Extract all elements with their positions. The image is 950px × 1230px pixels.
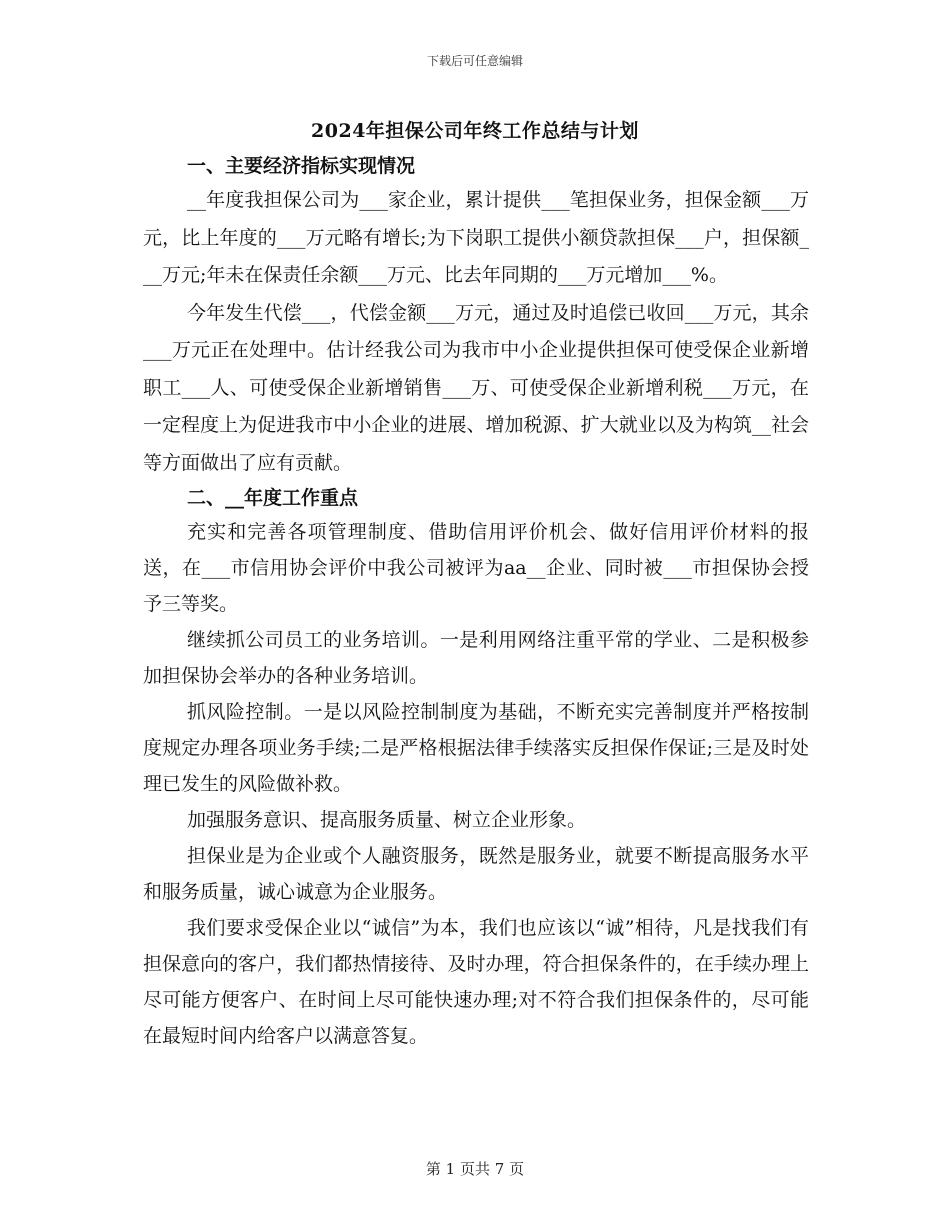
paragraph: 加强服务意识、提高服务质量、树立企业形象。 [187,809,587,831]
paragraph: 今年发生代偿___，代偿金额___万元，通过及时追偿已收回___万元，其余___万元正在处理中。估计经我公司为我市中小企业提供担保可使受保企业新增职工___人、可使受保企业新增销售___万、可使受保企业新增利税___万元，在一定程度上为促进我市中小企业的进展、增加税源、扩大就业以及为构筑__社会等方面做出了应有贡献。 [143,301,809,474]
paragraph: 担保业是为企业或个人融资服务，既然是服务业，就要不断提高服务水平和服务质量，诚心诚意为企业服务。 [143,845,809,903]
document-title: 2024年担保公司年终工作总结与计划 [311,120,639,142]
section-heading-1: 一、主要经济指标实现情况 [187,155,416,177]
paragraph: 我们要求受保企业以“诚信”为本，我们也应该以“诚”相待，凡是找我们有担保意向的客户，我们都热情接待、及时办理，符合担保条件的，在手续办理上尽可能方便客户、在时间上尽可能快速办理;对不符合我们担保条件的，尽可能在最短时间内给客户以满意答复。 [143,917,809,1047]
section-heading-2: 二、__年度工作重点 [187,487,359,509]
page-number-footer: 第 1 页共 7 页 [425,1160,525,1178]
paragraph: 充实和完善各项管理制度、借助信用评价机会、做好信用评价材料的报送，在___市信用协会评价中我公司被评为aa__企业、同时被___市担保协会授予三等奖。 [143,521,809,615]
paragraph: 抓风险控制。一是以风险控制制度为基础，不断充实完善制度并严格按制度规定办理各项业务手续;二是严格根据法律手续落实反担保作保证;三是及时处理已发生的风险做补救。 [143,701,809,795]
header-note: 下载后可任意编辑 [426,54,523,68]
paragraph: 继续抓公司员工的业务培训。一是利用网络注重平常的学业、二是积极参加担保协会举办的各种业务培训。 [143,629,809,687]
document-body [143,150,809,1054]
paragraph: __年度我担保公司为___家企业，累计提供___笔担保业务，担保金额___万元，比上年度的___万元略有增长;为下岗职工提供小额贷款担保___户，担保额___万元;年未在保责任余额___万元、比去年同期的___万元增加___%。 [143,189,809,286]
